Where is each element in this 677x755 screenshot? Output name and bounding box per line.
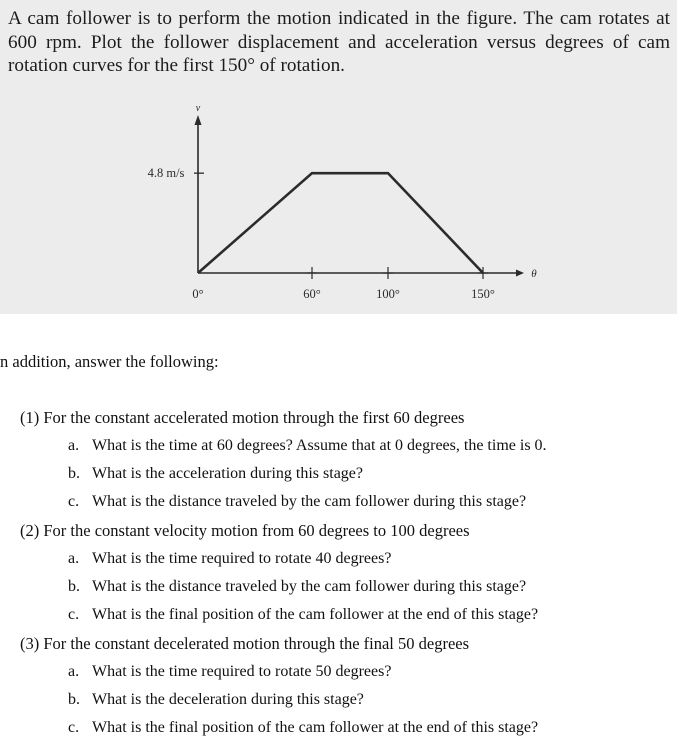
question-text: What is the final position of the cam follower at the end of this stage?	[92, 719, 539, 736]
question-text: What is the distance traveled by the cam follower during this stage?	[92, 578, 527, 595]
x-tick-label: 150°	[471, 287, 495, 301]
question-text: What is the distance traveled by the cam follower during this stage?	[92, 493, 527, 510]
y-tick-label: 4.8 m/s	[147, 166, 185, 181]
theta-axis-arrow	[516, 270, 524, 277]
question-2c	[68, 606, 538, 624]
question-3c	[68, 719, 538, 737]
question-letter: c.	[68, 719, 80, 736]
question-letter: c.	[68, 606, 80, 623]
instructions-intro: n addition, answer the following:	[0, 352, 219, 371]
question-2-heading: (2) For the constant velocity motion from 60 degrees to 100 degrees	[20, 521, 470, 540]
question-letter: a.	[68, 550, 80, 567]
question-text: What is the time at 60 degrees? Assume that at 0 degrees, the time is 0.	[92, 437, 547, 454]
problem-panel	[0, 0, 677, 314]
question-3a	[68, 663, 391, 681]
question-3b	[68, 691, 364, 709]
v-axis-label: v	[195, 103, 201, 114]
question-3-heading: (3) For the constant decelerated motion through the final 50 degrees	[20, 634, 470, 653]
question-letter: a.	[68, 663, 80, 680]
question-2b	[68, 578, 526, 596]
x-tick-label: 100°	[376, 287, 400, 301]
question-letter: b.	[68, 465, 80, 482]
question-letter: a.	[68, 437, 80, 454]
question-text: What is the final position of the cam follower at the end of this stage?	[92, 606, 539, 623]
question-2a	[68, 550, 391, 568]
question-text: What is the deceleration during this stage?	[92, 691, 364, 708]
question-text: What is the time required to rotate 50 degrees?	[92, 663, 392, 680]
x-tick-label: 0°	[192, 287, 204, 301]
question-letter: b.	[68, 691, 80, 708]
question-1a	[68, 437, 547, 455]
v-axis-arrow	[195, 115, 202, 125]
question-1c	[68, 493, 526, 511]
question-1-heading: (1) For the constant accelerated motion through the first 60 degrees	[20, 408, 465, 427]
velocity-series-line	[198, 173, 483, 273]
question-1b	[68, 465, 363, 483]
problem-statement: A cam follower is to perform the motion indicated in the figure. The cam rotates at 600 rpm. Plot the follower displacement and acceleration versus degrees of cam rotation curves for the first 150° of rotation.	[8, 8, 670, 76]
question-text: What is the acceleration during this stage?	[92, 465, 364, 482]
velocity-chart-svg	[0, 95, 677, 314]
question-letter: b.	[68, 578, 80, 595]
question-letter: c.	[68, 493, 80, 510]
velocity-diagram	[0, 95, 677, 314]
x-tick-label: 60°	[303, 287, 321, 301]
theta-axis-label: θ	[531, 268, 537, 280]
question-text: What is the time required to rotate 40 degrees?	[92, 550, 392, 567]
